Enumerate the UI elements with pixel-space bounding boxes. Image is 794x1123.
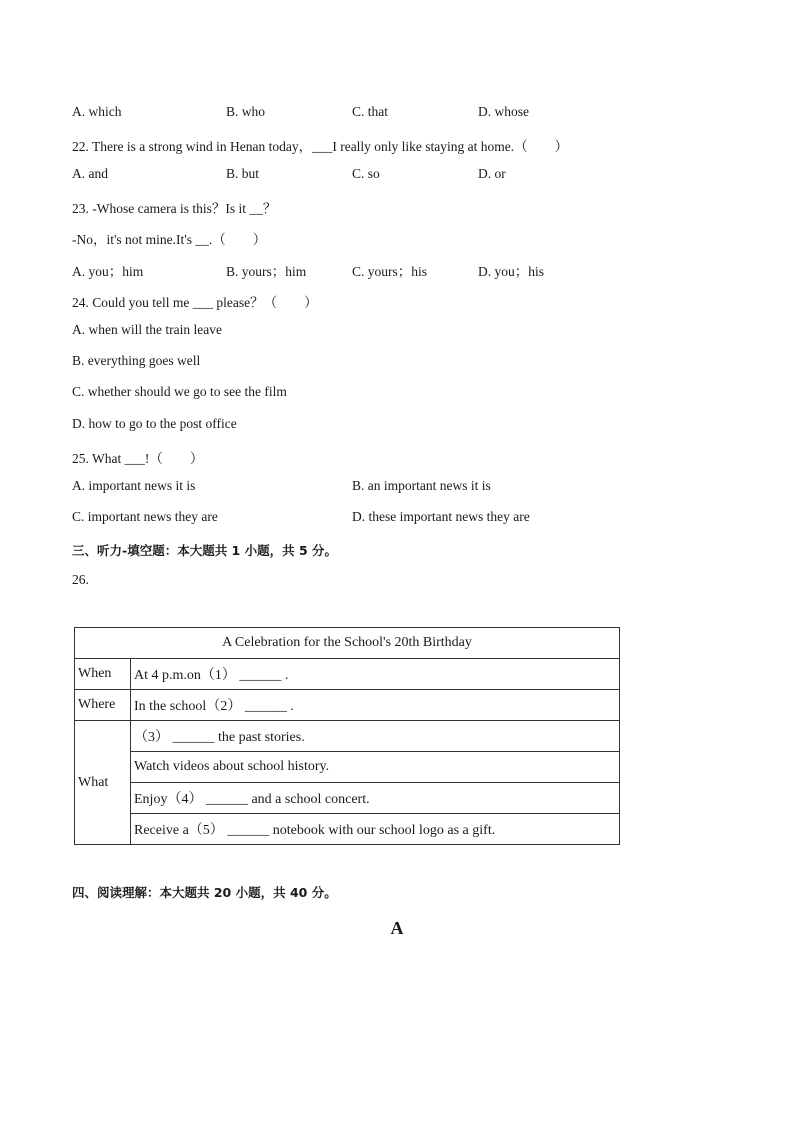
table-title: A Celebration for the School's 20th Birthday bbox=[75, 628, 620, 659]
option-d: D. or bbox=[478, 166, 506, 181]
option-a: A. when will the train leave bbox=[72, 322, 222, 337]
section-3-heading: 三、听力-填空题：本大题共 1 小题，共 5 分。 bbox=[72, 543, 337, 558]
question-25-stem: 25. What ___!（ ） bbox=[72, 451, 204, 466]
option-b: B. who bbox=[226, 104, 266, 119]
option-c: C. so bbox=[352, 166, 380, 181]
option-d: D. how to go to the post office bbox=[72, 416, 237, 431]
question-23-reply: -No，it's not mine.It's __.（ ） bbox=[72, 232, 267, 247]
celebration-table bbox=[74, 627, 620, 845]
question-24-stem: 24. Could you tell me ___ please？（ ） bbox=[72, 295, 318, 310]
option-d: D. these important news they are bbox=[352, 509, 530, 524]
table-row bbox=[75, 659, 620, 690]
option-c: C. yours；his bbox=[352, 264, 428, 279]
what-item: Watch videos about school history. bbox=[131, 752, 620, 783]
table-row bbox=[75, 783, 620, 814]
what-item: （3） ______ the past stories. bbox=[131, 721, 620, 752]
option-b: B. yours；him bbox=[226, 264, 307, 279]
option-c: C. that bbox=[352, 104, 388, 119]
table-row bbox=[75, 721, 620, 752]
table-row bbox=[75, 690, 620, 721]
option-b: B. but bbox=[226, 166, 260, 181]
when-value: At 4 p.m.on（1） ______ . bbox=[131, 659, 620, 690]
option-b: B. everything goes well bbox=[72, 353, 201, 368]
what-item: Receive a（5） ______ notebook with our school logo as a gift. bbox=[131, 814, 620, 845]
option-a: A. you；him bbox=[72, 264, 144, 279]
table-row bbox=[75, 752, 620, 783]
option-a: A. and bbox=[72, 166, 108, 181]
where-label: Where bbox=[75, 690, 131, 721]
table-row bbox=[75, 814, 620, 845]
what-item: Enjoy（4） ______ and a school concert. bbox=[131, 783, 620, 814]
passage-a-heading: A bbox=[390, 918, 404, 938]
option-d: D. you；his bbox=[478, 264, 545, 279]
question-23-stem: 23. -Whose camera is this？Is it __？ bbox=[72, 201, 277, 216]
what-label: What bbox=[75, 721, 131, 845]
section-4-heading: 四、阅读理解：本大题共 20 小题，共 40 分。 bbox=[72, 885, 337, 900]
table-row bbox=[75, 628, 620, 659]
option-a: A. which bbox=[72, 104, 122, 119]
option-b: B. an important news it is bbox=[352, 478, 491, 493]
question-22-stem: 22. There is a strong wind in Henan today，___I really only like staying at home.（ ） bbox=[72, 139, 569, 154]
option-c: C. whether should we go to see the film bbox=[72, 384, 287, 399]
option-a: A. important news it is bbox=[72, 478, 196, 493]
where-value: In the school（2） ______ . bbox=[131, 690, 620, 721]
option-c: C. important news they are bbox=[72, 509, 218, 524]
option-d: D. whose bbox=[478, 104, 529, 119]
question-26-number: 26. bbox=[72, 572, 89, 587]
when-label: When bbox=[75, 659, 131, 690]
